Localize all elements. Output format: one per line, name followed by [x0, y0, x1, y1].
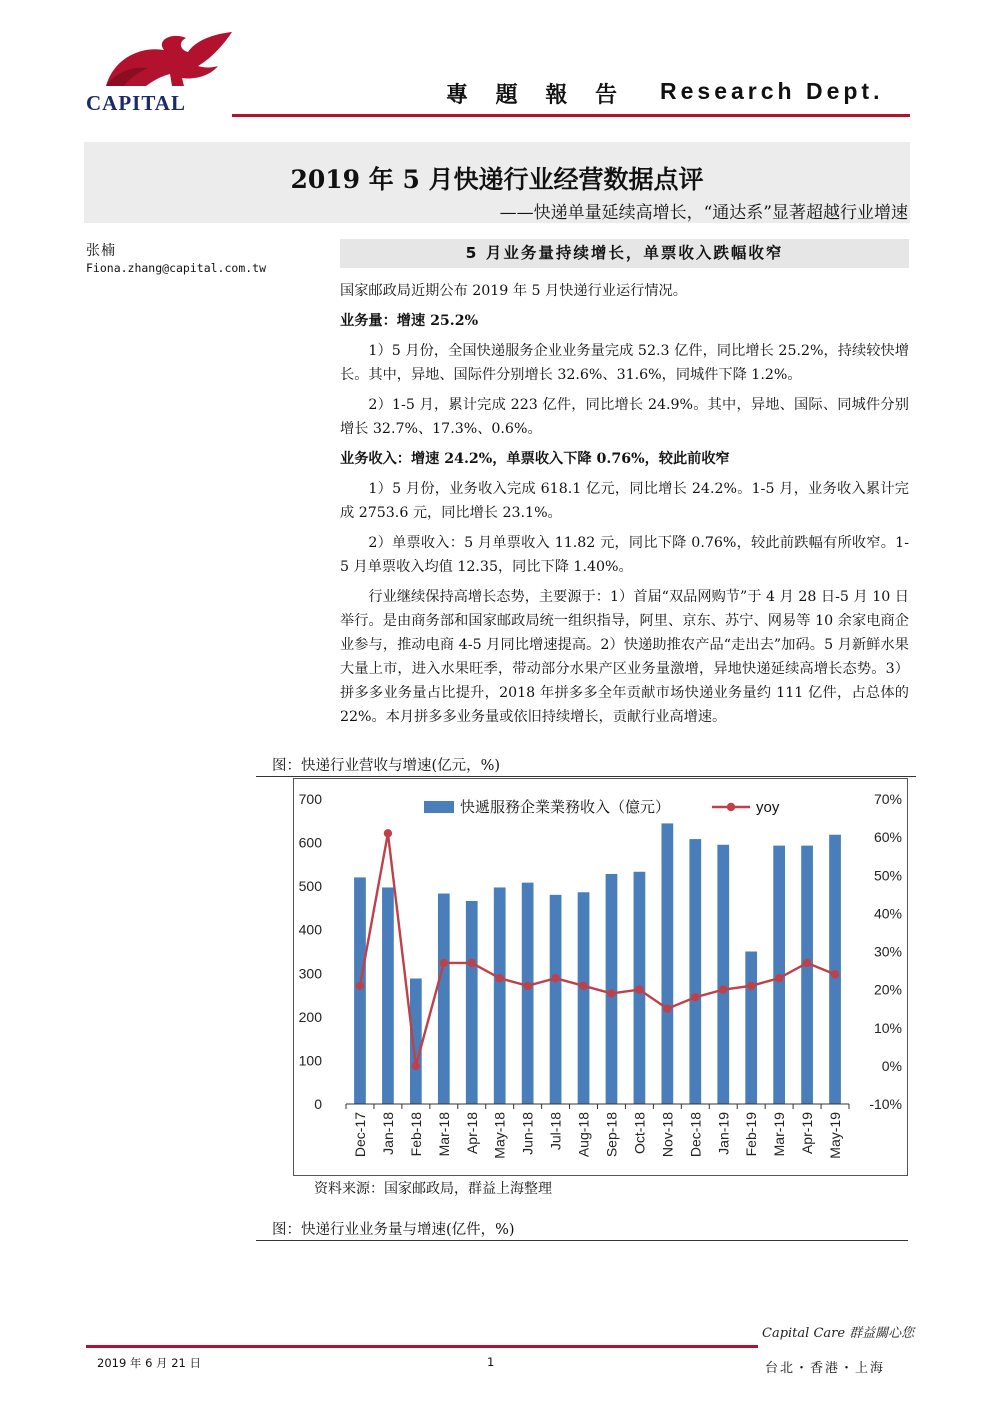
footer-rule [86, 1345, 758, 1348]
left-axis-tick-label: 400 [298, 921, 322, 938]
footer-date: 2019 年 6 月 21 日 [97, 1356, 201, 1370]
yoy-point [495, 974, 503, 982]
category-label: Apr-19 [799, 1112, 816, 1155]
category-label: Jun-18 [519, 1112, 536, 1155]
legend-line-marker [727, 803, 735, 811]
legend-bar-label: 快遞服務企業業務收入（億元） [460, 798, 671, 816]
revenue-heading: 业务收入：增速 24.2%，单票收入下降 0.76%，较此前收窄 [340, 451, 730, 467]
yoy-point [719, 985, 727, 993]
yoy-point [635, 985, 643, 993]
right-axis-tick-label: 30% [873, 943, 902, 960]
right-axis-tick-label: 10% [873, 1019, 902, 1036]
company-logo [86, 28, 236, 120]
author-name: 张楠 [86, 243, 116, 259]
category-label: Dec-18 [687, 1112, 704, 1158]
footer-cities: 台北・香港・上海 [765, 1361, 886, 1376]
yoy-point [523, 982, 531, 990]
bar [829, 835, 841, 1104]
left-axis-tick-label: 300 [298, 965, 322, 982]
yoy-point [775, 974, 783, 982]
figure-1-rule [256, 776, 916, 777]
left-axis-tick-label: 500 [298, 878, 322, 895]
yoy-point [831, 970, 839, 978]
revenue-paragraph-1: 1）5 月份，业务收入完成 618.1 亿元，同比增长 24.2%。1-5 月，业务收入累计完成 2753.6 元，同比增长 23.1%。 [340, 481, 909, 521]
right-axis-tick-label: 50% [873, 867, 902, 884]
category-label: Jan-18 [379, 1112, 396, 1155]
yoy-point [412, 1062, 420, 1070]
logo-text: CAPITAL [86, 91, 186, 115]
yoy-point [384, 829, 392, 837]
category-label: Aug-18 [575, 1112, 592, 1158]
bar [466, 901, 478, 1104]
yoy-point [747, 982, 755, 990]
author-email[interactable]: Fiona.zhang@capital.com.tw [86, 261, 267, 275]
yoy-point [356, 982, 364, 990]
figure-2-caption: 图：快递行业业务量与增速(亿件，%) [272, 1222, 515, 1238]
yoy-point [579, 982, 587, 990]
revenue-chart-svg [294, 779, 907, 1175]
category-label: Jan-19 [715, 1112, 732, 1155]
left-axis-tick-label: 200 [298, 1008, 322, 1025]
bar [717, 845, 729, 1104]
category-label: Mar-18 [435, 1112, 452, 1157]
bar [801, 846, 813, 1104]
page-number: 1 [487, 1355, 495, 1369]
right-axis-tick-label: 0% [881, 1057, 902, 1074]
category-label: Apr-18 [463, 1112, 480, 1155]
intro-paragraph: 国家邮政局近期公布 2019 年 5 月快递行业运行情况。 [340, 283, 687, 299]
category-label: Feb-18 [407, 1112, 424, 1157]
legend-line-label: yoy [756, 799, 780, 816]
bar [745, 952, 757, 1105]
category-label: Dec-17 [351, 1112, 368, 1158]
bar [522, 883, 534, 1104]
category-label: Oct-18 [631, 1112, 648, 1155]
header-rule [232, 114, 910, 117]
figure-1-caption: 图：快递行业营收与增速(亿元，%) [272, 758, 501, 774]
page-subtitle: ——快递单量延续高增长，“通达系”显著超越行业增速 [499, 203, 908, 223]
left-axis-tick-label: 600 [298, 834, 322, 851]
yoy-point [468, 959, 476, 967]
drivers-paragraph: 行业继续保持高增长态势，主要源于：1）首届“双品网购节”于 4 月 28 日-5 月 10 日举行。是由商务部和国家邮政局统一组织指导，阿里、京东、苏宁、网易等 10 余家电商企业参与，推动电商 4-5 月同比增速提高。2）快递助推农产品“走出去”加码。5 月新鲜水果大量上市，进入水果旺季，带动部分水果产区业务量激增，异地快递延续高增长态势。3）拼多多业务量占比提升，2018 年拼多多全年贡献市场快递业务量约 111 亿件，占总体的 22%。本月拼多多业务量或依旧持续增长，贡献行业高增速。 [340, 589, 909, 725]
dept-name: Research Dept. [660, 78, 884, 104]
yoy-point [663, 1004, 671, 1012]
volume-heading: 业务量：增速 25.2% [340, 313, 479, 329]
bar [438, 894, 450, 1104]
category-label: Sep-18 [603, 1112, 620, 1158]
bar [494, 887, 506, 1104]
bar [578, 892, 590, 1104]
figure-2-rule [256, 1240, 908, 1241]
bar [550, 895, 562, 1104]
right-axis-tick-label: -10% [869, 1096, 902, 1112]
category-label: May-18 [491, 1112, 508, 1159]
left-axis-tick-label: 100 [298, 1052, 322, 1069]
revenue-paragraph-2: 2）单票收入：5 月单票收入 11.82 元，同比下降 0.76%，较此前跌幅有所收窄。1-5 月单票收入均值 12.35，同比下降 1.40%。 [340, 535, 909, 575]
section-heading: 5 月业务量持续增长，单票收入跌幅收窄 [340, 239, 909, 268]
category-label: Mar-19 [771, 1112, 788, 1157]
bar [382, 887, 394, 1104]
revenue-chart [293, 778, 908, 1176]
eagle-logo-icon [86, 28, 236, 90]
category-label: Nov-18 [659, 1112, 676, 1158]
left-axis-tick-label: 700 [298, 791, 322, 807]
category-label: May-19 [827, 1112, 844, 1159]
bar [661, 823, 673, 1104]
figure-1-source: 资料来源：国家邮政局，群益上海整理 [314, 1181, 552, 1197]
category-label: Feb-19 [743, 1112, 760, 1157]
yoy-point [551, 974, 559, 982]
footer-brand [762, 1322, 914, 1341]
volume-paragraph-1: 1）5 月份，全国快递服务企业业务量完成 52.3 亿件，同比增长 25.2%，持续较快增长。其中，异地、国际件分别增长 32.6%、31.6%，同城件下降 1.2%。 [340, 343, 909, 383]
yoy-point [691, 993, 699, 1001]
legend-bar-swatch [424, 801, 454, 813]
left-axis-tick-label: 0 [314, 1096, 322, 1112]
bar [606, 874, 618, 1104]
report-type: 專 題 報 告 [446, 83, 627, 108]
bar [354, 877, 366, 1104]
yoy-line [360, 833, 835, 1066]
category-label: Jul-18 [547, 1112, 564, 1151]
right-axis-tick-label: 40% [873, 905, 902, 922]
right-axis-tick-label: 70% [873, 791, 902, 807]
page-title: 2019 年 5 月快递行业经营数据点评 [290, 165, 704, 194]
right-axis-tick-label: 60% [873, 829, 902, 846]
brand-text: Capital Care 群益關心您 [762, 1326, 915, 1341]
yoy-point [440, 959, 448, 967]
bar [689, 839, 701, 1104]
right-axis-tick-label: 20% [873, 981, 902, 998]
yoy-point [607, 989, 615, 997]
article-body [340, 279, 909, 729]
volume-paragraph-2: 2）1-5 月，累计完成 223 亿件，同比增长 24.9%。其中，异地、国际、同城件分别增长 32.7%、17.3%、0.6%。 [340, 397, 909, 437]
yoy-point [803, 959, 811, 967]
